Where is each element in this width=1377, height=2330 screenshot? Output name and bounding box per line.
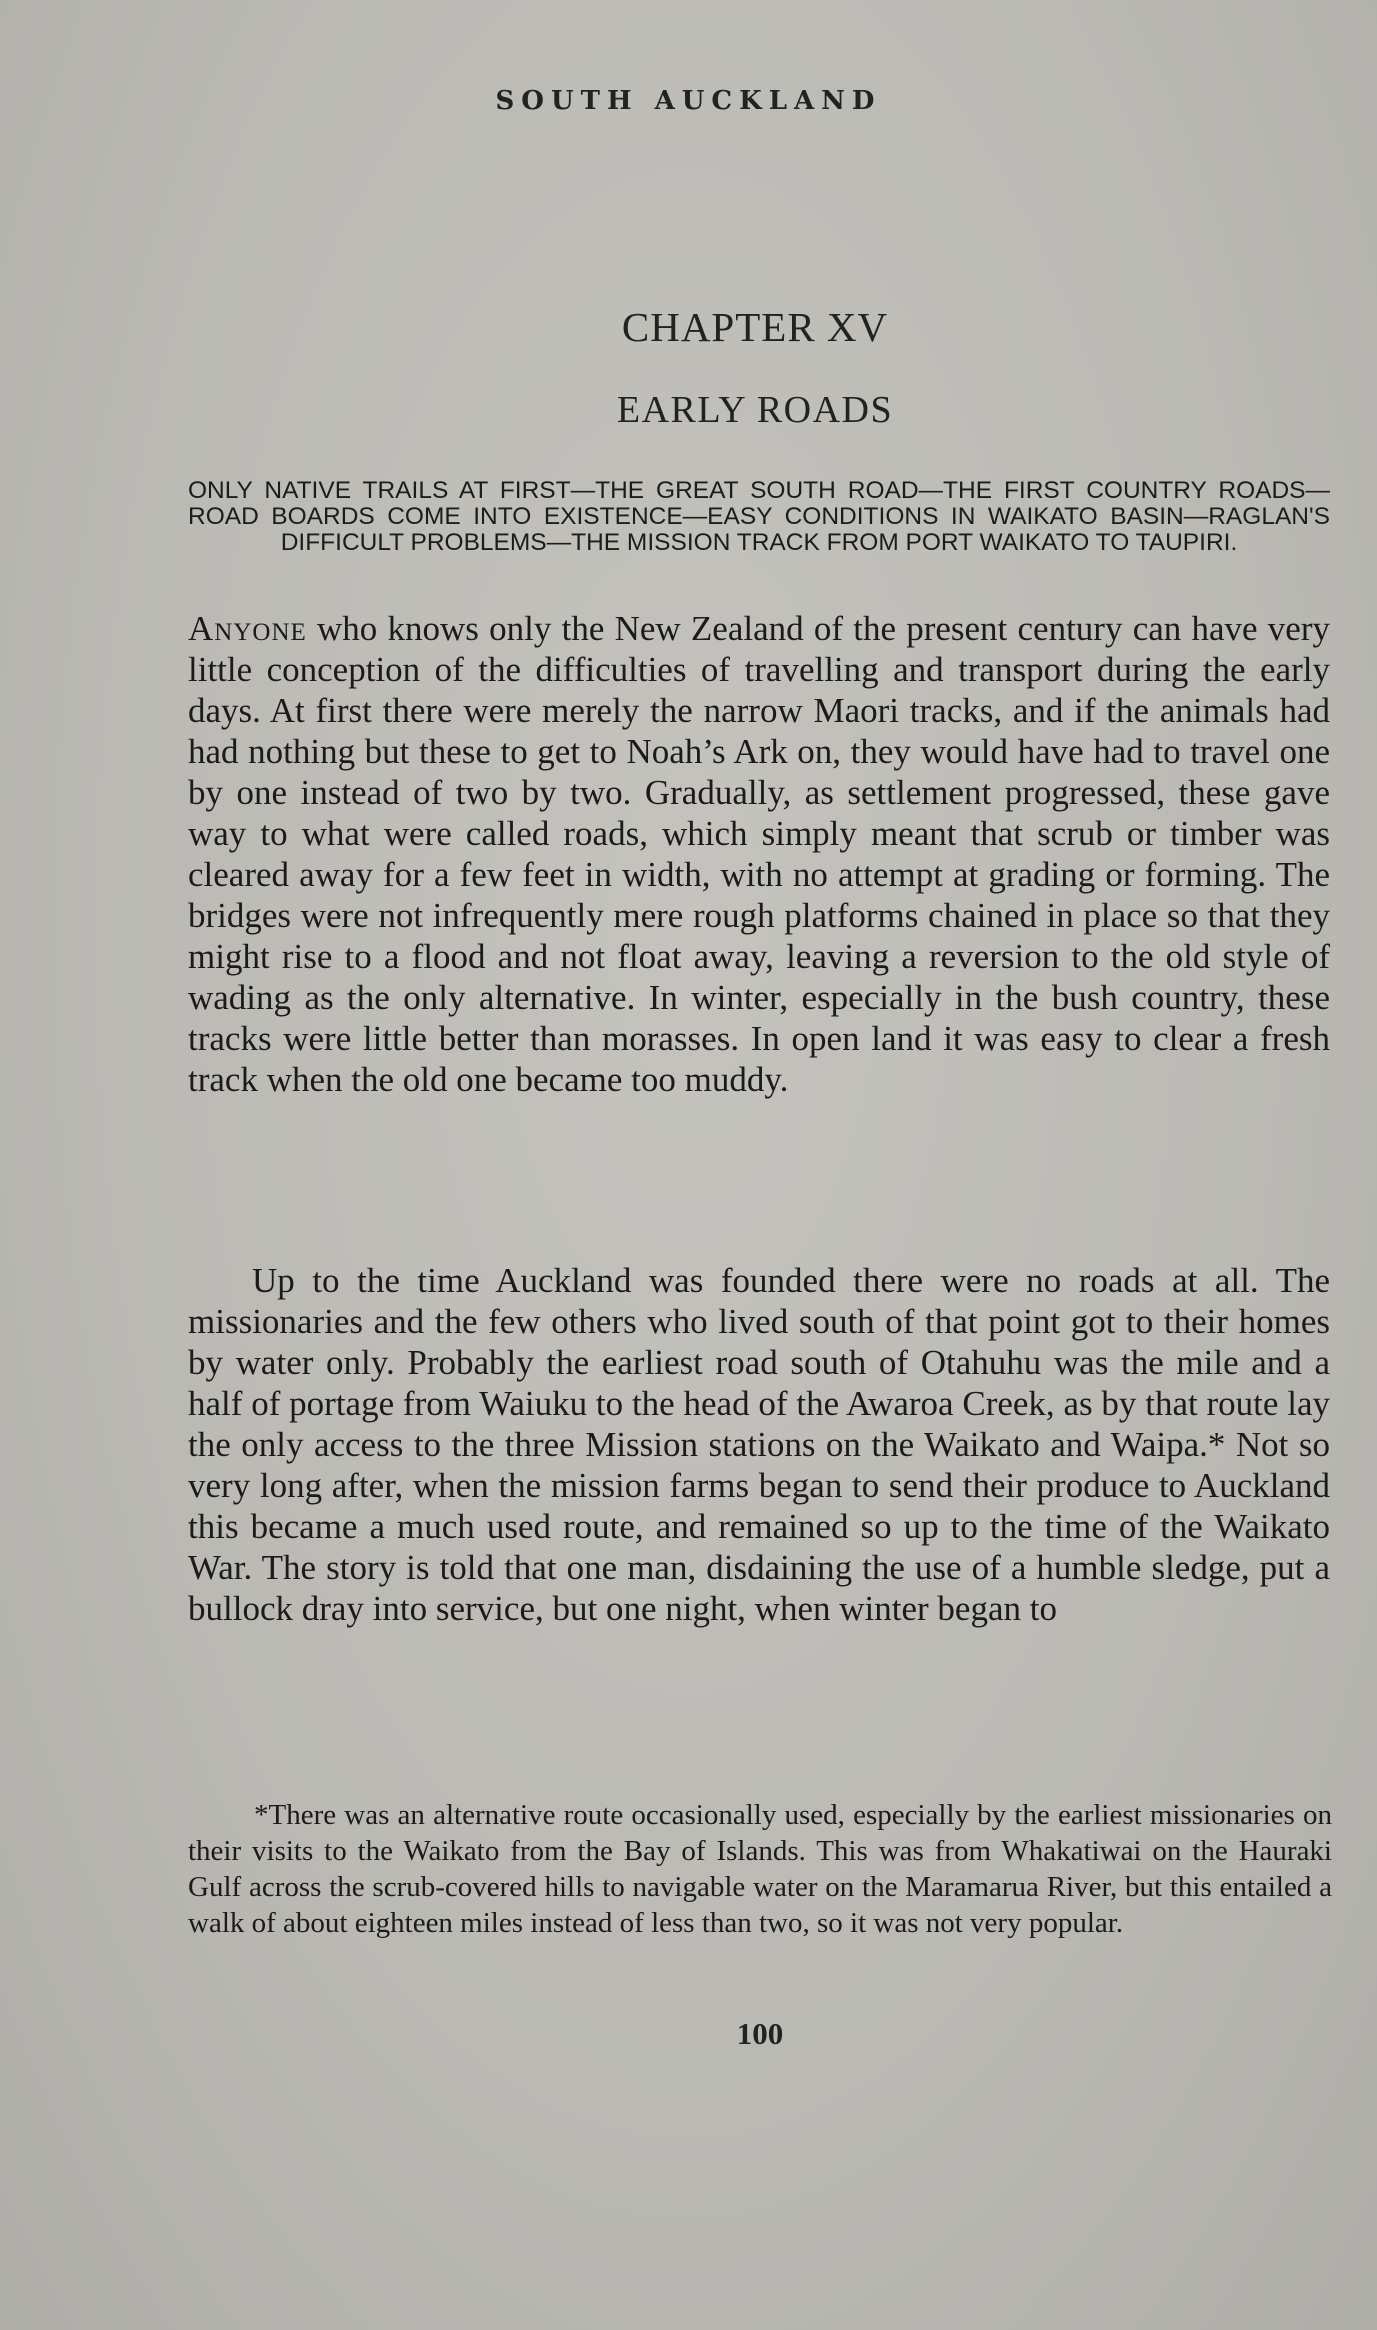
chapter-title: EARLY ROADS (616, 389, 894, 431)
footnote: *There was an alternative route occasionally used, especially by the earliest missionaries on their visits to the Waikato from the Bay of Islands. This was from Whakatiwai on the Hauraki Gulf across the scrub-covered hills to navigable water on the Maramarua River, but this entailed a walk of about eighteen miles instead of less than two, so it was not very popular. (188, 1799, 1332, 1939)
paragraph-2: Up to the time Auckland was founded there were no roads at all. The missionaries and the few others who lived south of that point got to their homes by water only. Probably the earliest road south of Otahuhu was the mile and a half of portage from Waiuku to the head of the Awaroa Creek, as by that route lay the only access to the three Mission stations on the Waikato and Waipa.* Not so very long after, when the mission farms began to send their produce to Auckland this became a much used route, and remained so up to the time of the Waikato War. The story is told that one man, disdaining the use of a humble sledge, put a bullock dray into service, but one night, when winter began to (188, 1261, 1330, 1628)
running-head: SOUTH AUCKLAND (495, 86, 882, 116)
chapter-synopsis: ONLY NATIVE TRAILS AT FIRST—THE GREAT SOUTH ROAD—THE FIRST COUNTRY ROADS—ROAD BOARDS COME INTO EXISTENCE—EASY CONDITIONS IN WAIKATO BASIN—RAGLAN'S DIFFICULT PROBLEMS—THE MISSION TRACK FROM PORT WAIKATO TO TAUPIRI. (188, 477, 1330, 556)
paragraph-lead-word: Anyone (188, 609, 307, 648)
chapter-number: CHAPTER XV (621, 304, 889, 350)
paragraph-1 (188, 608, 1330, 1100)
paragraph-1-text: who knows only the New Zealand of the present century can have very little conception of the difficulties of travelling and transport during the early days. At first there were merely the narrow Maori tracks, and if the animals had had nothing but these to get to Noah’s Ark on, they would have had to travel one by one instead of two by two. Gradually, as settlement progressed, these gave way to what were called roads, which simply meant that scrub or timber was cleared away for a few feet in width, with no attempt at grading or forming. The bridges were not infrequently mere rough platforms chained in place so that they might rise to a flood and not float away, leaving a reversion to the old style of wading as the only alternative. In winter, especially in the bush country, these tracks were little better than morasses. In open land it was easy to clear a fresh track when the old one became too muddy. (188, 609, 1330, 1099)
page-number: 100 (736, 2016, 784, 2051)
